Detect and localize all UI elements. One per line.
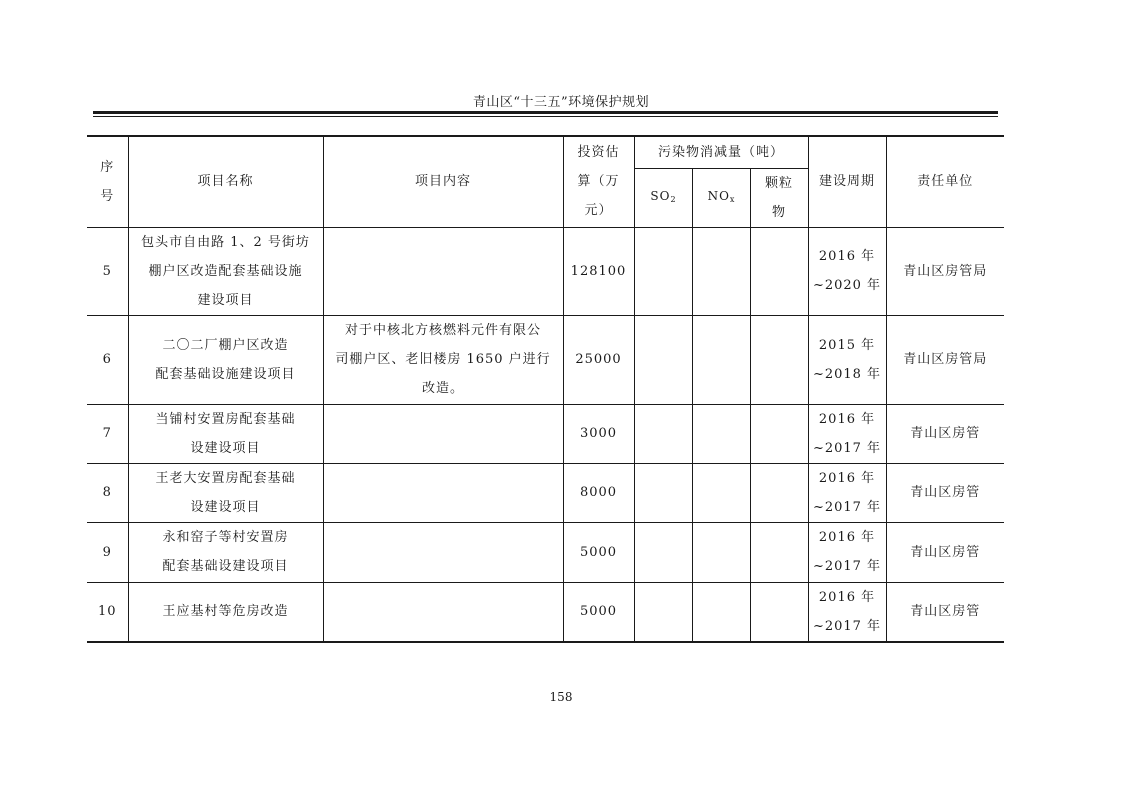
header-name: 项目名称 — [128, 136, 323, 227]
row-nox — [692, 463, 750, 522]
row-period — [808, 227, 886, 315]
header-seq-line2: 号 — [100, 188, 115, 204]
row-investment: 5000 — [563, 582, 634, 642]
header-investment-line1: 投资估 — [577, 145, 620, 161]
row-so2 — [634, 463, 692, 522]
row-period-end: ~2018 年 — [812, 366, 882, 382]
row-period-end: ~2017 年 — [812, 440, 882, 456]
table-row — [87, 522, 1004, 582]
row-period-start: 2016 年 — [818, 411, 876, 427]
table-row — [87, 315, 1004, 404]
row-period-end: ~2017 年 — [812, 618, 882, 634]
row-nox — [692, 404, 750, 463]
header-investment-line2: 算（万 — [577, 174, 620, 190]
table-row — [87, 463, 1004, 522]
row-unit: 青山区房管 — [886, 522, 1004, 582]
row-name — [128, 227, 323, 315]
row-particle — [750, 404, 808, 463]
row-investment: 128100 — [563, 227, 634, 315]
header-seq — [87, 136, 128, 227]
row-period — [808, 404, 886, 463]
header-rule-thin — [93, 116, 998, 117]
row-content — [323, 463, 563, 522]
row-nox — [692, 522, 750, 582]
row-seq: 7 — [87, 404, 128, 463]
row-content — [323, 522, 563, 582]
row-investment: 3000 — [563, 404, 634, 463]
row-period-start: 2015 年 — [818, 337, 876, 353]
row-name — [128, 582, 323, 642]
row-name — [128, 463, 323, 522]
row-unit: 青山区房管局 — [886, 227, 1004, 315]
row-period-end: ~2017 年 — [812, 559, 882, 574]
row-name-line: 王老大安置房配套基础 — [155, 470, 296, 486]
row-content — [323, 227, 563, 315]
row-name-line: 设建设项目 — [190, 499, 261, 515]
row-so2 — [634, 404, 692, 463]
header-particle-line2: 物 — [772, 204, 787, 220]
header-so2-sub: 2 — [670, 194, 676, 204]
row-content — [323, 315, 563, 404]
row-investment: 8000 — [563, 463, 634, 522]
header-investment-line3: 元） — [584, 203, 613, 219]
row-name-line: 王应基村等危房改造 — [162, 604, 289, 619]
table-row — [87, 404, 1004, 463]
row-name-line: 当铺村安置房配套基础 — [155, 411, 296, 427]
header-so2 — [634, 168, 692, 227]
row-particle — [750, 227, 808, 315]
header-particle-line1: 颗粒 — [765, 175, 794, 191]
header-pollutant-group: 污染物消减量（吨） — [634, 136, 808, 168]
row-period-end: ~2017 年 — [812, 499, 882, 515]
row-content-line: 司棚户区、老旧楼房 1650 户进行 — [335, 352, 551, 367]
row-name-line: 包头市自由路 1、2 号街坊 — [141, 234, 310, 250]
row-name — [128, 315, 323, 404]
row-name-line: 配套基础设施建设项目 — [155, 366, 296, 382]
row-nox — [692, 315, 750, 404]
row-period — [808, 463, 886, 522]
header-nox — [692, 168, 750, 227]
row-name-line: 二〇二厂棚户区改造 — [162, 337, 289, 353]
row-name-line: 配套基础设建设项目 — [162, 559, 289, 574]
row-particle — [750, 315, 808, 404]
row-seq: 6 — [87, 315, 128, 404]
header-so2-base: SO — [650, 188, 671, 203]
row-content — [323, 404, 563, 463]
header-particle — [750, 168, 808, 227]
row-so2 — [634, 227, 692, 315]
row-period-start: 2016 年 — [818, 249, 876, 264]
row-period — [808, 522, 886, 582]
table-row — [87, 227, 1004, 315]
row-particle — [750, 582, 808, 642]
row-seq: 5 — [87, 227, 128, 315]
row-name-line: 棚户区改造配套基础设施 — [148, 263, 303, 279]
header-nox-base: NO — [707, 188, 730, 203]
row-particle — [750, 522, 808, 582]
header-unit: 责任单位 — [886, 136, 1004, 227]
row-content-line: 对于中核北方核燃料元件有限公 — [344, 323, 541, 338]
row-unit: 青山区房管 — [886, 582, 1004, 642]
row-so2 — [634, 315, 692, 404]
row-period — [808, 315, 886, 404]
row-period-start: 2016 年 — [818, 530, 876, 545]
row-particle — [750, 463, 808, 522]
header-period: 建设周期 — [808, 136, 886, 227]
row-seq: 8 — [87, 463, 128, 522]
row-seq: 9 — [87, 522, 128, 582]
header-row — [87, 136, 1004, 168]
row-unit: 青山区房管 — [886, 404, 1004, 463]
page-number: 158 — [549, 690, 573, 704]
header-nox-sub: x — [729, 194, 735, 204]
row-period — [808, 582, 886, 642]
project-table — [87, 135, 1004, 643]
row-investment: 5000 — [563, 522, 634, 582]
row-period-start: 2016 年 — [818, 470, 876, 486]
row-seq: 10 — [87, 582, 128, 642]
row-investment: 25000 — [563, 315, 634, 404]
row-name-line: 建设项目 — [197, 292, 254, 308]
row-nox — [692, 227, 750, 315]
row-unit: 青山区房管 — [886, 463, 1004, 522]
row-content-line: 改造。 — [421, 381, 464, 396]
row-content — [323, 582, 563, 642]
row-nox — [692, 582, 750, 642]
table-row — [87, 582, 1004, 642]
row-so2 — [634, 522, 692, 582]
row-name — [128, 522, 323, 582]
page-header-title: 青山区“十三五”环境保护规划 — [472, 95, 650, 110]
row-unit: 青山区房管局 — [886, 315, 1004, 404]
row-period-end: ~2020 年 — [812, 278, 882, 293]
header-investment — [563, 136, 634, 227]
row-period-start: 2016 年 — [818, 589, 876, 605]
header-seq-line1: 序 — [100, 159, 115, 175]
row-name-line: 设建设项目 — [190, 440, 261, 456]
row-so2 — [634, 582, 692, 642]
row-name — [128, 404, 323, 463]
header-content: 项目内容 — [323, 136, 563, 227]
row-name-line: 永和窑子等村安置房 — [162, 530, 289, 545]
header-rule-thick — [93, 111, 998, 114]
